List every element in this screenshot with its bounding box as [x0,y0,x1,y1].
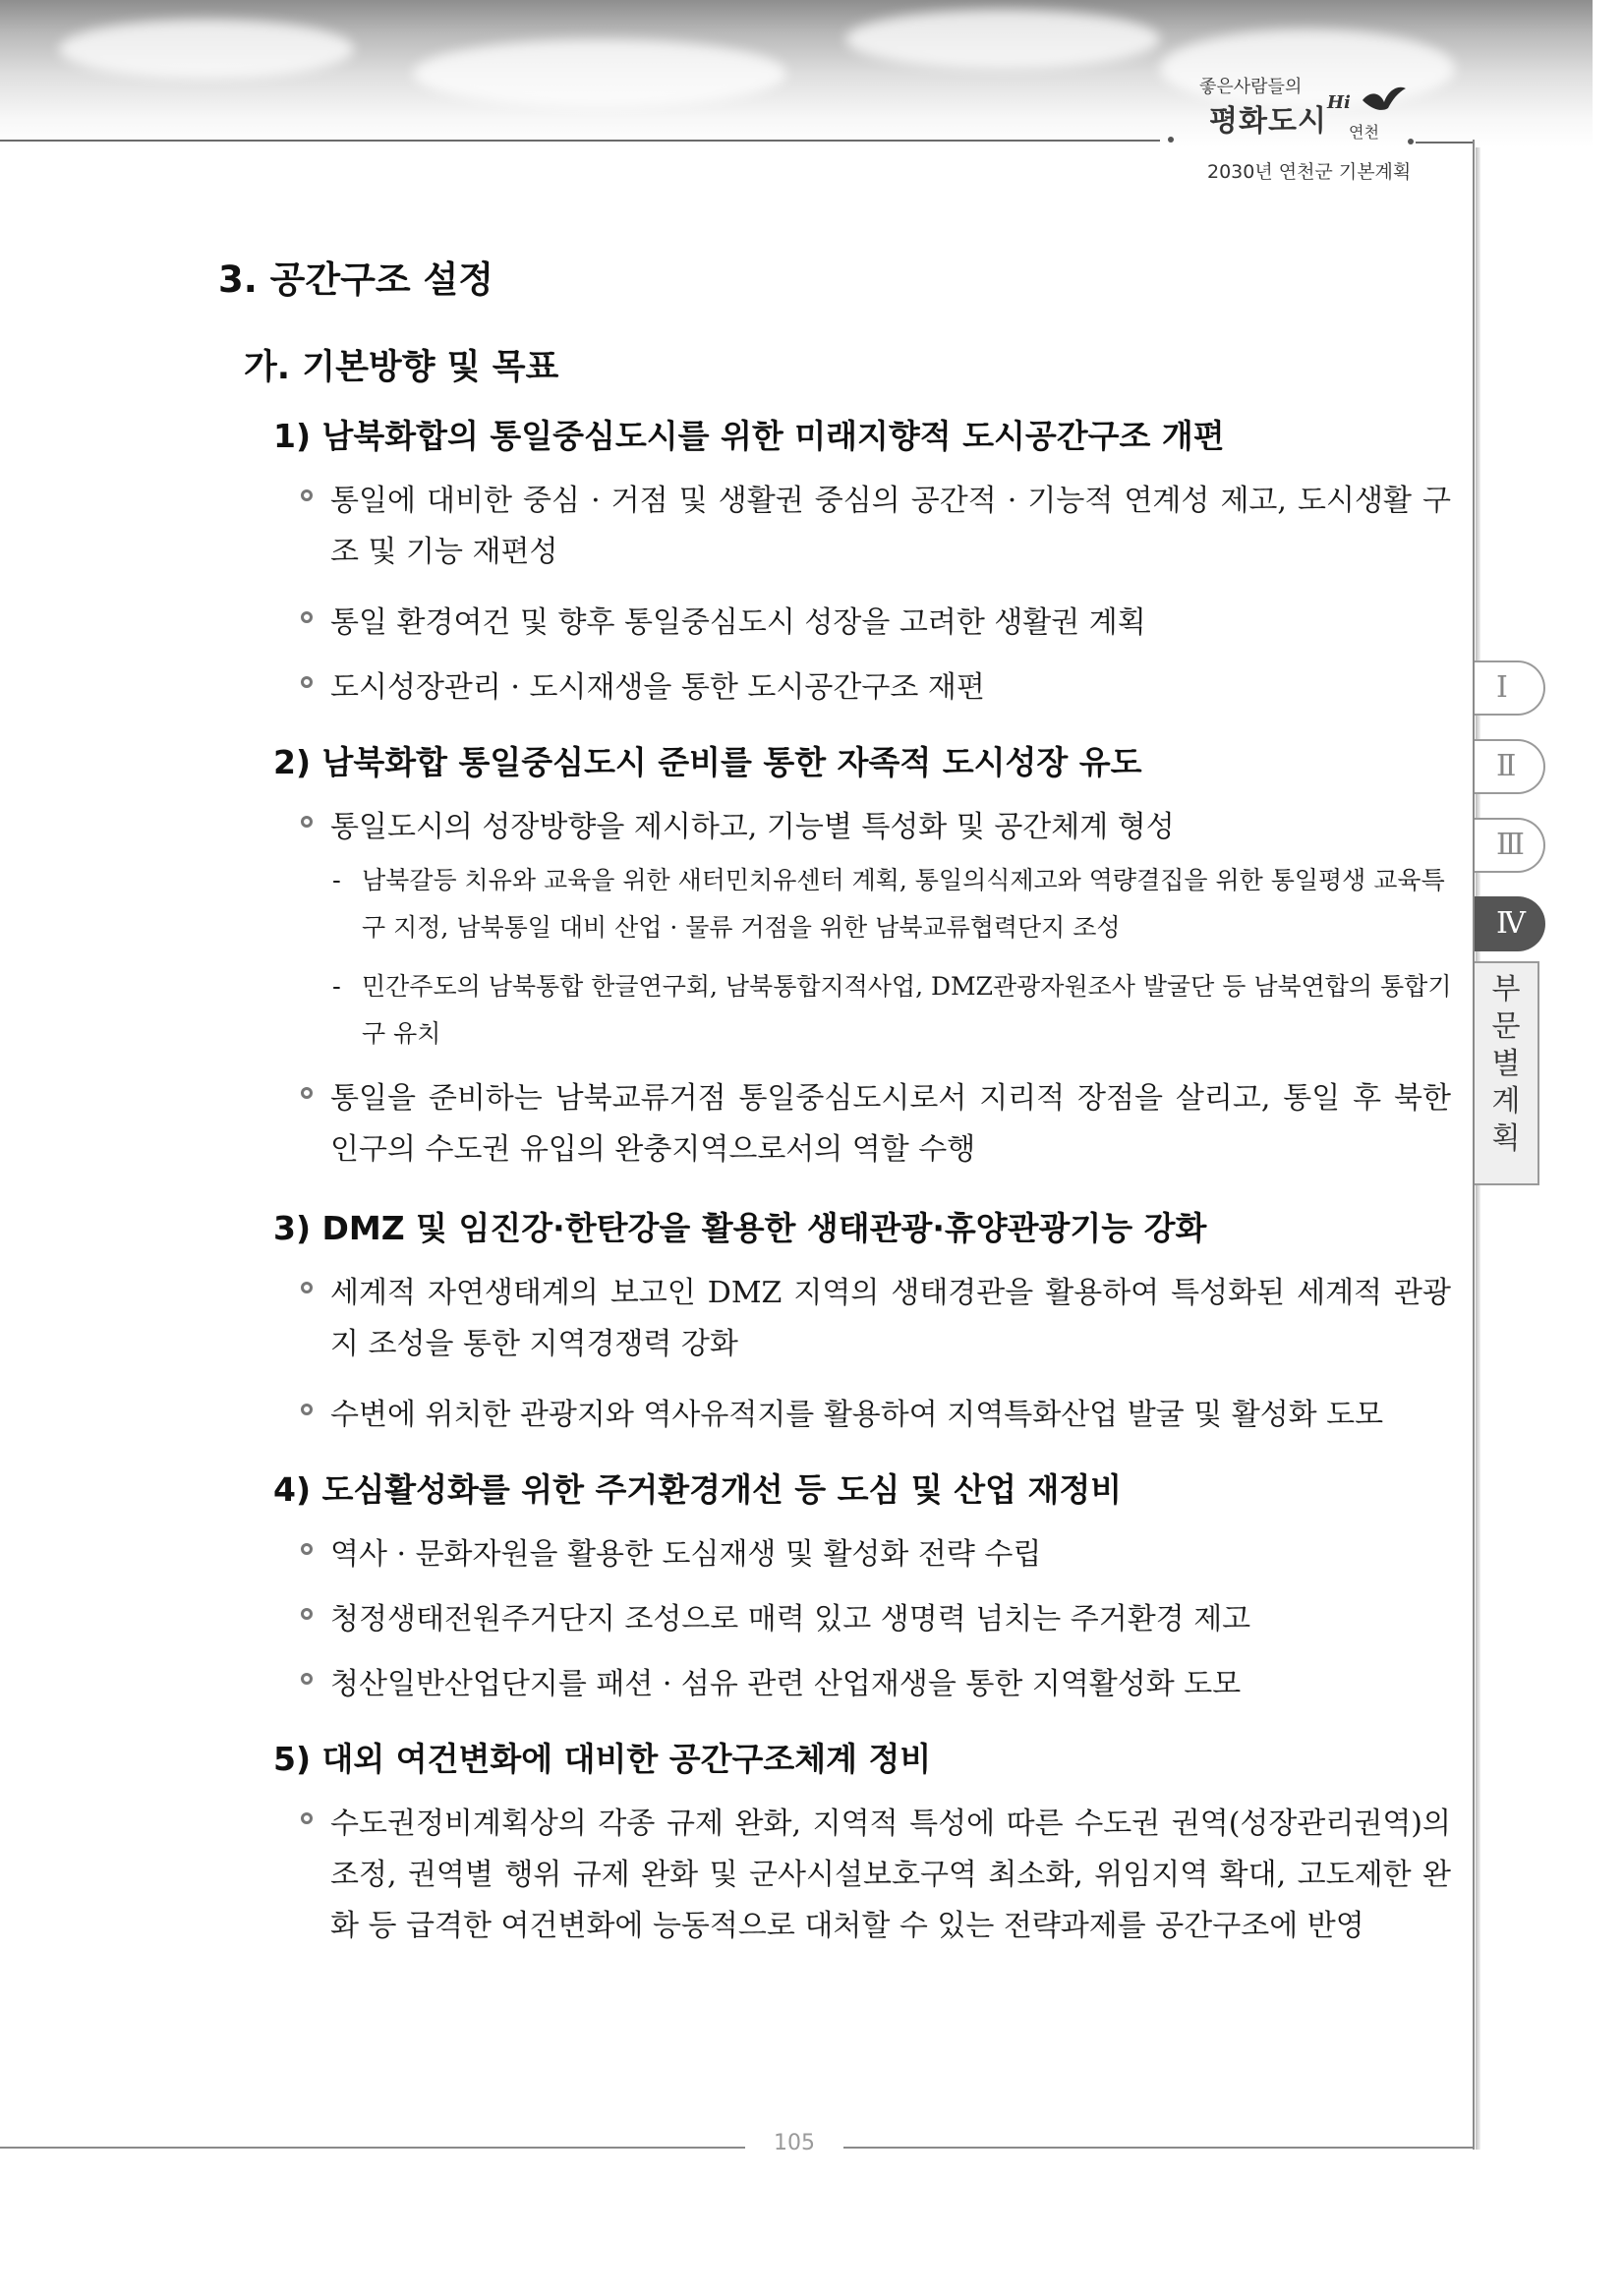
bullet-icon [301,1812,313,1824]
dash-marker: - [332,866,341,895]
bullet-icon [301,676,313,688]
logo-hi-text: Hi [1327,92,1351,113]
section-title: 3. 공간구조 설정 [218,258,494,301]
sub-item-text: 민간주도의 남북통합 한글연구회, 남북통합지적사업, DMZ관광자원조사 발굴단 등 남북연합의 통합기구 유치 [362,972,1452,1048]
bullet-text: 통일도시의 성장방향을 제시하고, 기능별 특성화 및 공간체계 형성 [330,810,1175,844]
footer-rule-right [843,2147,1475,2149]
item-heading: 2) 남북화합 통일중심도시 준비를 통한 자족적 도시성장 유도 [273,743,1142,781]
chapter-tab-2[interactable]: Ⅱ [1475,739,1545,794]
bullet-icon [301,816,313,828]
bullet-icon [301,1543,313,1555]
item-heading: 5) 대외 여건변화에 대비한 공간구조체계 정비 [273,1740,932,1778]
sub-item [332,963,1453,1058]
bullet-item [301,1529,1451,1580]
section-side-label-text: 부문별계획 [1491,972,1521,1156]
dash-marker: - [332,972,341,1002]
bullet-item [301,1659,1451,1710]
logo-city-name: 연천 [1349,123,1379,142]
chapter-tab-3[interactable]: Ⅲ [1475,818,1545,873]
bullet-icon [301,1673,313,1685]
bullet-item [301,1799,1451,1952]
bullet-item [301,1268,1451,1370]
bullet-icon [301,611,313,623]
bullet-item [301,802,1451,853]
bullet-text: 수도권정비계획상의 각종 규제 완화, 지역적 특성에 따른 수도권 권역(성장관리권역)의 조정, 권역별 행위 규제 완화 및 군사시설보호구역 최소화, 위임지역 확대, 고도제한 완화 등 급격한 여건변화에 능동적으로 대처할 수 있는 전략과제를 공간구조에 반영 [330,1807,1451,1943]
subsection-title: 가. 기본방향 및 목표 [244,348,559,387]
bullet-item [301,476,1451,578]
bullet-item [301,1594,1451,1645]
bullet-item [301,598,1451,649]
bullet-text: 도시성장관리 · 도시재생을 통한 도시공간구조 재편 [330,670,985,705]
bullet-item [301,1073,1451,1176]
bullet-text: 역사 · 문화자원을 활용한 도심재생 및 활성화 전략 수립 [330,1537,1042,1572]
bullet-text: 청정생태전원주거단지 조성으로 매력 있고 생명력 넘치는 주거환경 제고 [330,1602,1251,1636]
logo-main-text: 평화도시 [1209,104,1327,139]
bullet-icon [301,1282,313,1293]
bullet-icon [301,1087,313,1099]
bullet-text: 수변에 위치한 관광지와 역사유적지를 활용하여 지역특화산업 발굴 및 활성화 도모 [330,1398,1384,1432]
bullet-text: 통일을 준비하는 남북교류거점 통일중심도시로서 지리적 장점을 살리고, 통일 후 북한 인구의 수도권 유입의 완충지역으로서의 역할 수행 [330,1081,1451,1167]
item-heading: 1) 남북화합의 통일중심도시를 위한 미래지향적 도시공간구조 개편 [273,417,1225,455]
page-number: 105 [774,2131,815,2155]
bullet-text: 세계적 자연생태계의 보고인 DMZ 지역의 생태경관을 활용하여 특성화된 세계적 관광지 조성을 통한 지역경쟁력 강화 [330,1276,1451,1361]
bullet-icon [301,489,313,501]
bullet-text: 통일 환경여건 및 향후 통일중심도시 성장을 고려한 생활권 계획 [330,605,1146,640]
logo-tagline: 좋은사람들의 [1199,77,1303,97]
bullet-icon [301,1404,313,1415]
sub-item [332,857,1453,951]
bullet-icon [301,1608,313,1620]
bullet-text: 통일에 대비한 중심 · 거점 및 생활권 중심의 공간적 · 기능적 연계성 제고, 도시생활 구조 및 기능 재편성 [330,484,1451,569]
document-title: 2030년 연천군 기본계획 [1207,161,1412,183]
footer-rule-left [0,2147,745,2149]
item-heading: 3) DMZ 및 임진강·한탄강을 활용한 생태관광·휴양관광기능 강화 [273,1209,1207,1247]
bullet-text: 청산일반산업단지를 패션 · 섬유 관련 산업재생을 통한 지역활성화 도모 [330,1667,1242,1701]
chapter-tab-1[interactable]: Ⅰ [1475,660,1545,716]
item-heading: 4) 도심활성화를 위한 주거환경개선 등 도심 및 산업 재정비 [273,1470,1123,1509]
chapter-tab-4[interactable]: Ⅳ [1475,896,1545,951]
bullet-item [301,662,1451,714]
sub-item-text: 남북갈등 치유와 교육을 위한 새터민치유센터 계획, 통일의식제고와 역량결집을 위한 통일평생 교육특구 지정, 남북통일 대비 산업 · 물류 거점을 위한 남북교류협력단지 조성 [362,866,1445,942]
bullet-item [301,1390,1451,1441]
